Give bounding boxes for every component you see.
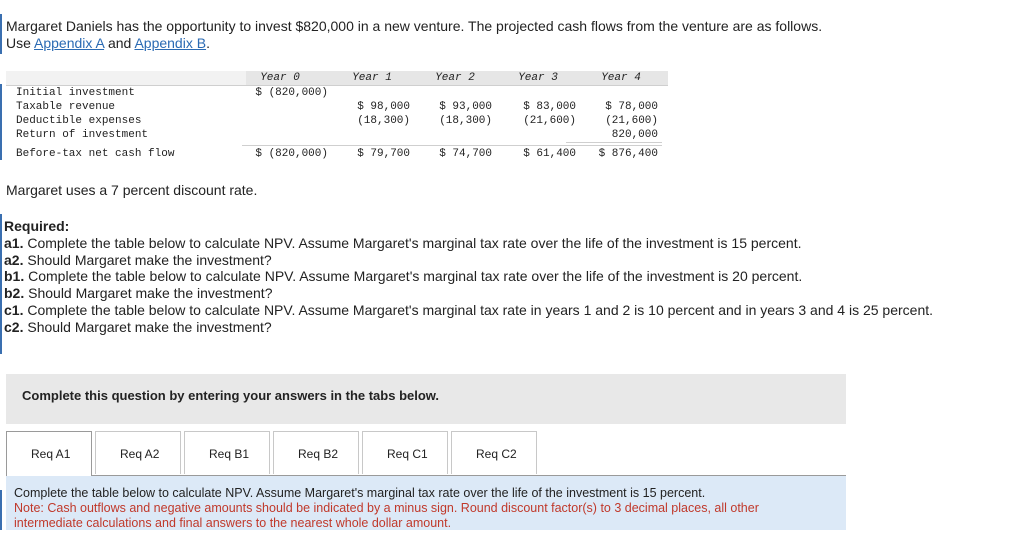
row-label: Return of investment [16,129,149,141]
tab-req-a1[interactable]: Req A1 [6,431,92,476]
period: . [206,35,210,51]
table-cell: $ 74,700 [439,148,492,160]
required-item-b1: b1. Complete the table below to calculate NPV. Assume Margaret's marginal tax rate over the life of the investment is 20 percent. [4,268,803,285]
left-accent-bar [0,214,2,354]
appendix-a-link[interactable]: Appendix A [34,35,105,51]
total-rule [566,142,662,143]
problem-intro [6,18,1006,52]
panel-heading: Complete this question by entering your answers in the tabs below. [22,388,440,403]
table-cell: $ 98,000 [357,101,410,113]
appendix-b-link[interactable]: Appendix B [134,35,207,51]
required-item-a1: a1. Complete the table below to calculate NPV. Assume Margaret's marginal tax rate over the life of the investment is 15 percent. [4,234,802,251]
table-cell: $ 83,000 [523,101,576,113]
column-header-year-1: Year 1 [352,72,392,84]
requirement-tabs [6,431,846,476]
tab-req-c1[interactable]: Req C1 [362,431,448,474]
row-label: Taxable revenue [16,101,116,113]
total-rule [242,145,662,146]
table-cell: 820,000 [611,129,658,141]
tab-req-a2[interactable]: Req A2 [95,431,181,474]
row-label: Before-tax net cash flow [16,148,175,160]
tab-req-b2[interactable]: Req B2 [273,431,359,474]
table-header-bar [6,71,668,86]
table-cell: (18,300) [357,115,410,127]
table-cell: (21,600) [605,115,658,127]
table-cell: $ (820,000) [255,87,328,99]
left-accent-bar [0,14,2,54]
tab-req-c2[interactable]: Req C2 [451,431,537,474]
use-prefix: Use [6,35,35,51]
table-cell: $ 61,400 [523,148,576,160]
row-label: Deductible expenses [16,115,142,127]
instruction-note: Note: Cash outflows and negative amounts should be indicated by a minus sign. Round discount factor(s) to 3 decimal places, all other intermediate calculations and final answers to the nearest whole dollar amount. [14,501,759,530]
table-cell: $ 78,000 [605,101,658,113]
instruction-line: Complete the table below to calculate NPV. Assume Margaret's marginal tax rate over the life of the investment is 15 percent. [14,486,706,500]
column-header-year-0: Year 0 [260,72,300,84]
intro-text: Margaret Daniels has the opportunity to invest $820,000 in a new venture. The projected cash flows from the venture are as follows. [6,18,823,34]
required-title: Required: [4,218,70,234]
required-section [4,218,1004,336]
table-cell: $ 79,700 [357,148,410,160]
table-cell: (18,300) [439,115,492,127]
instructions-panel [6,374,846,424]
column-header-year-3: Year 3 [518,72,558,84]
left-accent-bar [0,490,2,530]
discount-rate-text: Margaret uses a 7 percent discount rate. [6,182,258,198]
required-item-c2: c2. Should Margaret make the investment? [4,318,272,335]
column-header-year-2: Year 2 [435,72,475,84]
column-header-year-4: Year 4 [601,72,641,84]
tab-instructions [6,476,846,530]
cash-flow-table [6,71,668,163]
required-item-c1: c1. Complete the table below to calculate NPV. Assume Margaret's marginal tax rate in years 1 and 2 is 10 percent and in years 3 and 4 is 25 percent. [4,301,934,318]
left-accent-bar [0,84,2,160]
table-cell: $ (820,000) [255,148,328,160]
tab-req-b1[interactable]: Req B1 [184,431,270,474]
table-cell: (21,600) [523,115,576,127]
required-item-a2: a2. Should Margaret make the investment? [4,251,272,268]
and-text: and [104,35,135,51]
table-cell: $ 876,400 [598,148,658,160]
required-item-b2: b2. Should Margaret make the investment? [4,285,273,302]
table-cell: $ 93,000 [439,101,492,113]
row-label: Initial investment [16,87,135,99]
